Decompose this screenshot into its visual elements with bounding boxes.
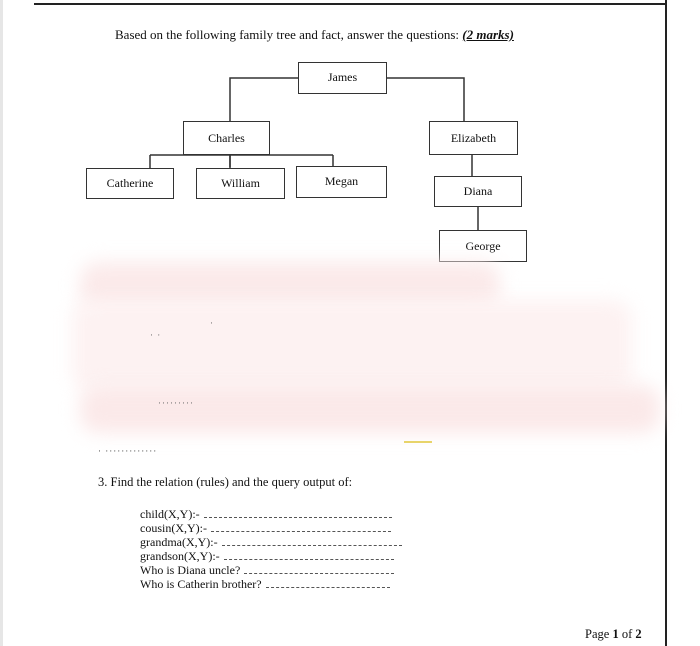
rules-list <box>140 507 440 591</box>
connector-james-elizabeth <box>387 78 464 121</box>
node-diana: Diana <box>434 176 522 207</box>
smudge-mark: ········· <box>158 398 194 408</box>
question-3: 3. Find the relation (rules) and the query output of: <box>98 475 353 489</box>
rule-cousin: cousin(X,Y):- <box>140 521 440 535</box>
node-william: William <box>196 168 285 199</box>
rule-grandson: grandson(X,Y):- <box>140 549 440 563</box>
connector-james-charles <box>230 78 298 121</box>
node-elizabeth: Elizabeth <box>429 121 518 155</box>
rule-child: child(X,Y):- <box>140 507 440 521</box>
node-catherine: Catherine <box>86 168 174 199</box>
page-number: Page 1 of 2 <box>585 627 642 641</box>
smudge-mark: · · <box>150 330 162 340</box>
smudge-mark: · <box>210 318 214 328</box>
rule-grandma: grandma(X,Y):- <box>140 535 440 549</box>
query-diana-uncle: Who is Diana uncle? <box>140 563 440 577</box>
erased-region-2 <box>72 300 632 390</box>
heading-marks: (2 marks) <box>462 27 514 42</box>
heading-text: Based on the following family tree and fact, answer the questions: <box>115 27 463 42</box>
node-george: George <box>439 230 527 262</box>
erased-region-3 <box>80 385 660 433</box>
node-megan: Megan <box>296 166 387 198</box>
node-charles: Charles <box>183 121 270 155</box>
node-james: James <box>298 62 387 94</box>
smudge-mark: · ············· <box>98 446 158 456</box>
query-catherin-brother: Who is Catherin brother? <box>140 577 440 591</box>
highlight-mark <box>404 441 432 443</box>
